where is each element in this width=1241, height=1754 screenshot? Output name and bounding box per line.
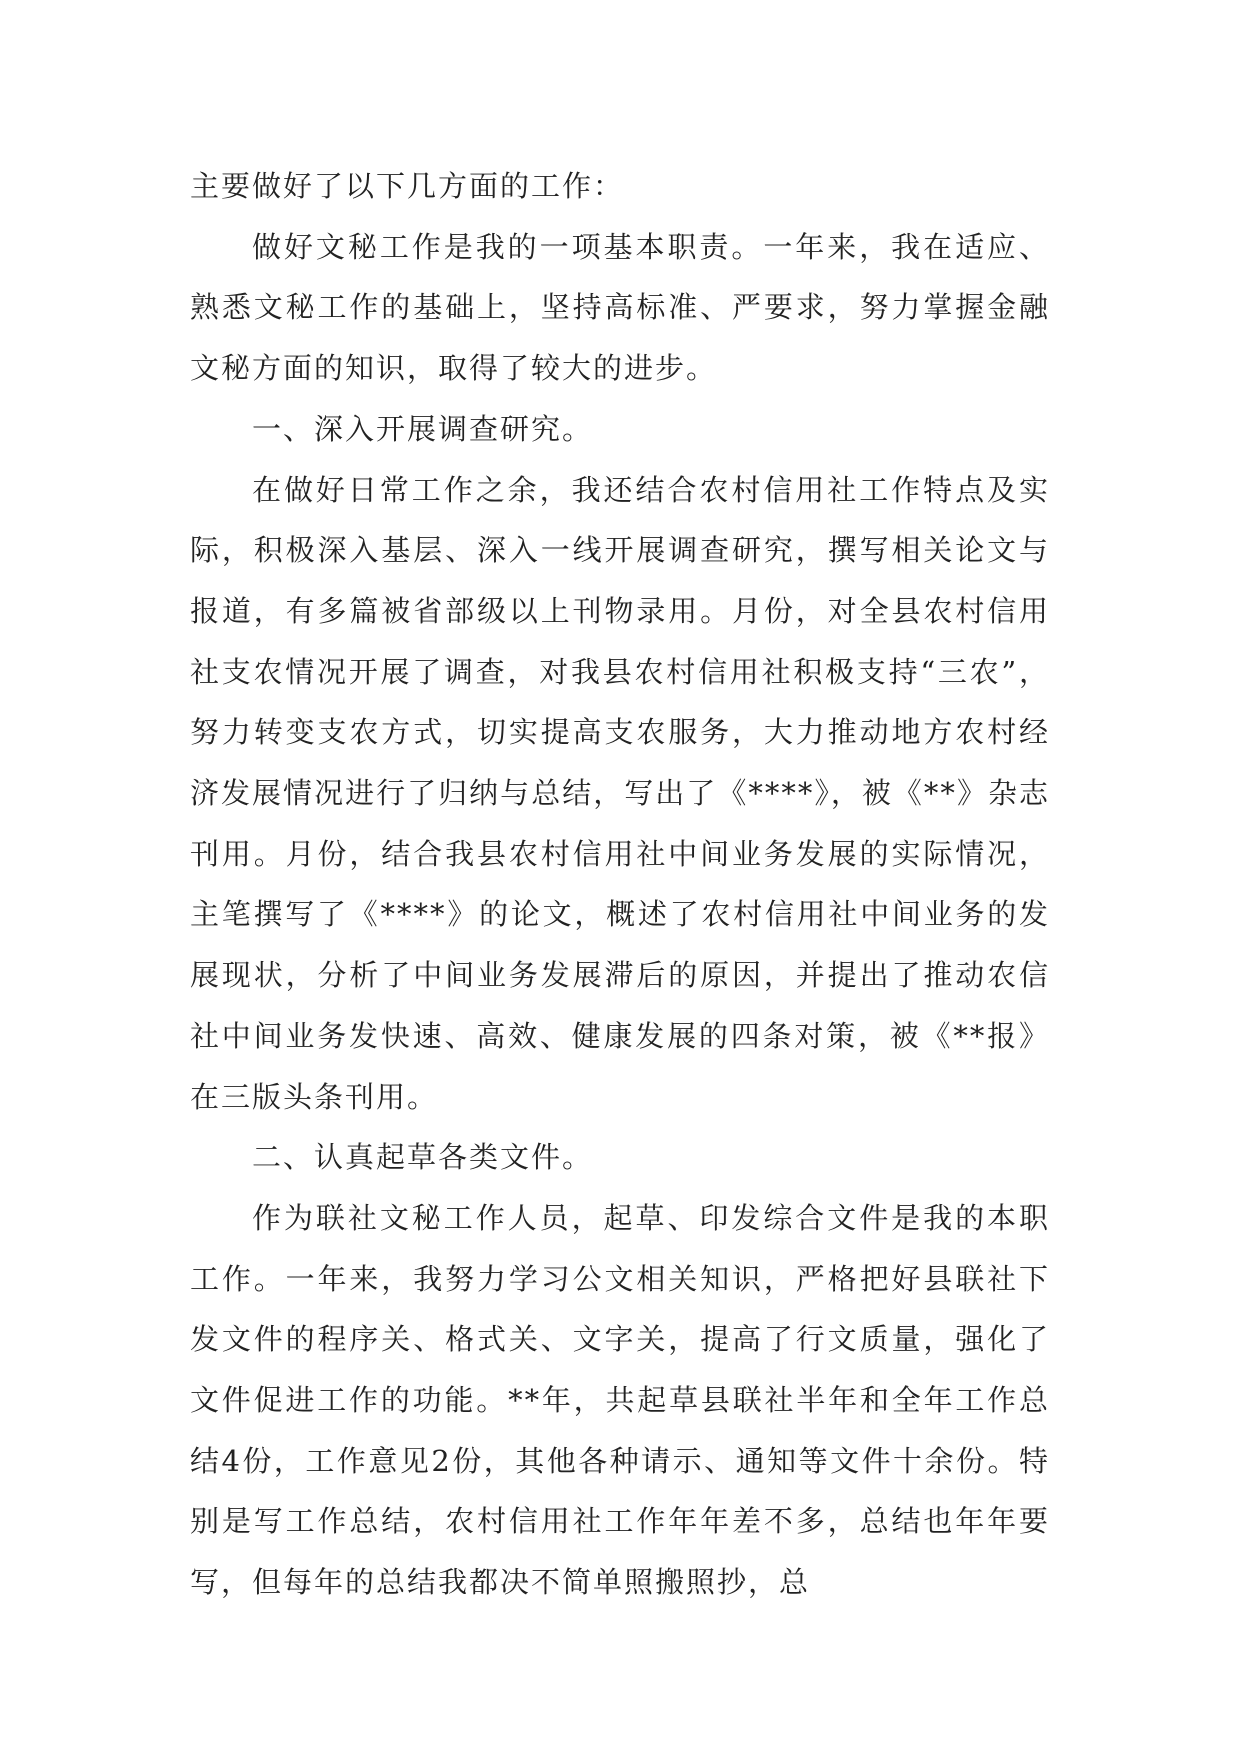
paragraph-drafting: 作为联社文秘工作人员，起草、印发综合文件是我的本职工作。一年来，我努力学习公文相关知识，严格把好县联社下发文件的程序关、格式关、文字关，提高了行文质量，强化了文件促进工作的功能。**年，共起草县联社半年和全年工作总结4份，工作意见2份，其他各种请示、通知等文件十余份。特别是写工作总结，农村信用社工作年年差不多，总结也年年要写，但每年的总结我都决不简单照搬照抄，总 [190, 1200, 1050, 1600]
paragraph-intro: 主要做好了以下几方面的工作： [190, 169, 625, 203]
paragraph-research: 在做好日常工作之余，我还结合农村信用社工作特点及实际，积极深入基层、深入一线开展调查研究，撰写相关论文与报道，有多篇被省部级以上刊物录用。月份，对全县农村信用社支农情况开展了调查，对我县农村信用社积极支持“三农”，努力转变支农方式，切实提高支农服务，大力推动地方农村经济发展情况进行了归纳与总结，写出了《****》，被《**》杂志刊用。月份，结合我县农村信用社中间业务发展的实际情况，主笔撰写了《****》的论文，概述了农村信用社中间业务的发展现状，分析了中间业务发展滞后的原因，并提出了推动农信社中间业务发快速、高效、健康发展的四条对策，被《**报》在三版头条刊用。 [190, 472, 1050, 1114]
paragraph-duty: 做好文秘工作是我的一项基本职责。一年来，我在适应、熟悉文秘工作的基础上，坚持高标准、严要求，努力掌握金融文秘方面的知识，取得了较大的进步。 [190, 229, 1050, 386]
section-heading-drafting: 二、认真起草各类文件。 [252, 1140, 594, 1175]
section-heading-research: 一、深入开展调查研究。 [252, 411, 594, 446]
document-body [190, 156, 1050, 1613]
